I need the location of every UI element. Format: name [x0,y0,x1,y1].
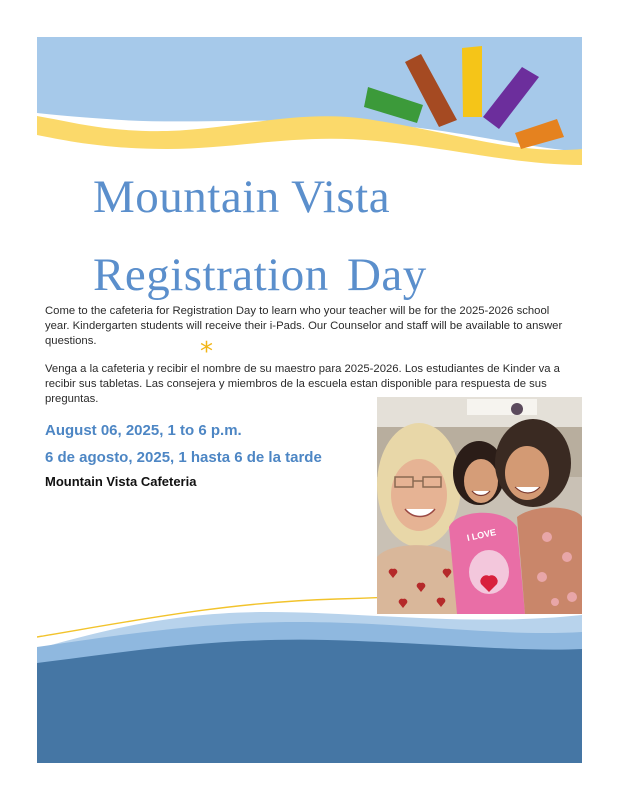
photo-illustration [377,397,582,614]
event-date-english: August 06, 2025, 1 to 6 p.m. [45,422,242,439]
girl-left-face [464,459,498,503]
spanish-description: Venga a la cafeteria y recibir el nombre de su maestro para 2025-2026. Los estudiantes de Kinder va a recibir sus tabletas. Las consejera y miembros de la escuela estan disponible para respuesta de sus preguntas. [45,363,560,405]
asterisk-decoration: * [200,337,213,367]
event-location: Mountain Vista Cafeteria [45,474,197,489]
event-date-spanish: 6 de agosto, 2025, 1 hasta 6 de la tarde [45,449,322,466]
title-line-1: Mountain Vista [93,171,391,223]
flyer-page [37,37,582,763]
hair-bow [511,403,523,415]
bottom-dark-wave [37,640,582,763]
shirt-text: I LOVE [465,527,497,543]
ray-yellow [462,46,482,117]
selfie-photo [377,397,582,614]
english-description: Come to the cafeteria for Registration Day to learn who your teacher will be for the 2025-2026 school year. Kindergarten students will receive their i-Pads. Our Counselor and staff will be available to answer questions. [45,305,563,347]
woman-face [391,459,447,531]
title-line-2: Registration Day [93,249,427,301]
ceiling-light [467,399,537,415]
